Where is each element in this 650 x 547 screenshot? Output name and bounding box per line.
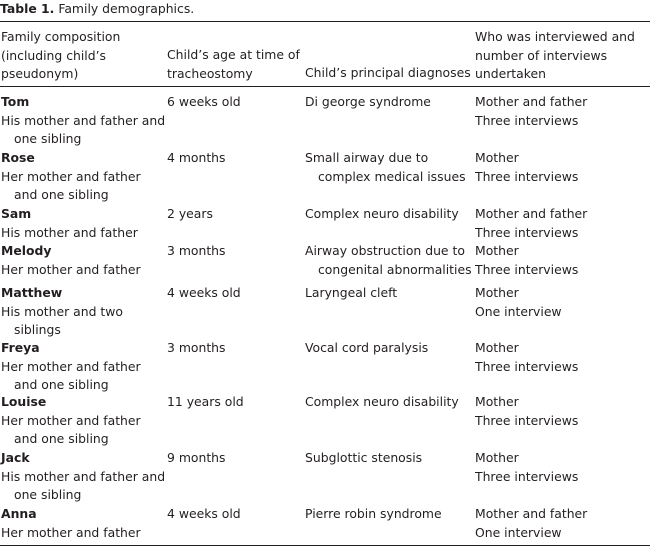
diagnosis-text: Vocal cord paralysis	[305, 340, 429, 355]
diagnosis-text: Small airway due to	[305, 150, 429, 165]
family-composition-text: His mother and father	[1, 224, 138, 240]
family-cell	[1, 242, 161, 279]
diagnosis-text: Complex neuro disability	[305, 206, 459, 221]
interview-count-text: Three interviews	[475, 168, 579, 184]
interviewed-text: Mother	[475, 340, 519, 355]
diagnosis-cell	[305, 284, 471, 303]
family-composition-text: Her mother and father	[1, 412, 141, 428]
interview-count-text: Three interviews	[475, 112, 579, 128]
header-rule	[0, 86, 650, 87]
caption-text: Family demographics.	[58, 1, 195, 16]
family-cell	[1, 339, 161, 395]
table-caption	[0, 0, 650, 20]
child-pseudonym: Louise	[1, 394, 47, 409]
age-cell: 4 months	[167, 150, 226, 165]
interview-count-text: Three interviews	[475, 358, 579, 374]
diagnosis-cell	[305, 149, 471, 186]
interviewed-text: Mother	[475, 243, 519, 258]
family-composition-text: and one sibling	[14, 187, 109, 203]
diagnosis-text: Pierre robin syndrome	[305, 506, 442, 521]
age-cell: 3 months	[167, 243, 226, 258]
header-interviewed: Who was interviewed and number of interviews undertaken	[475, 29, 635, 82]
age-cell: 4 weeks old	[167, 285, 241, 300]
diagnosis-cell	[305, 93, 471, 112]
family-composition-text: Her mother and father	[1, 261, 141, 277]
diagnosis-text: complex medical issues	[318, 168, 466, 184]
family-composition-text: His mother and father and	[1, 112, 166, 128]
caption-label: Table 1.	[0, 1, 55, 16]
diagnosis-text: Subglottic stenosis	[305, 450, 423, 465]
interview-count-text: Three interviews	[475, 468, 579, 484]
bottom-rule	[0, 545, 650, 546]
diagnosis-text: Airway obstruction due to	[305, 243, 465, 258]
interviewed-text: Mother	[475, 450, 519, 465]
diagnosis-cell	[305, 393, 471, 412]
family-composition-text: one sibling	[14, 487, 82, 503]
header-diagnoses: Child’s principal diagnoses	[305, 65, 471, 80]
header-family-composition: Family composition (including child’s pseudonym)	[1, 29, 121, 82]
interview-cell	[475, 505, 650, 542]
header-child-age: Child’s age at time of tracheostomy	[167, 47, 300, 81]
child-pseudonym: Matthew	[1, 285, 63, 300]
interview-cell	[475, 205, 650, 242]
interviewed-text: Mother	[475, 285, 519, 300]
family-cell	[1, 505, 161, 542]
family-composition-text: one sibling	[14, 131, 82, 147]
family-composition-text: siblings	[14, 322, 61, 338]
interview-count-text: Three interviews	[475, 412, 579, 428]
diagnosis-text: Complex neuro disability	[305, 394, 459, 409]
diagnosis-text: Laryngeal cleft	[305, 285, 398, 300]
diagnosis-text: Di george syndrome	[305, 94, 431, 109]
interviewed-text: Mother and father	[475, 506, 588, 521]
child-pseudonym: Tom	[1, 94, 30, 109]
diagnosis-cell	[305, 242, 471, 279]
diagnosis-cell	[305, 205, 471, 224]
child-pseudonym: Freya	[1, 340, 40, 355]
family-composition-text: and one sibling	[14, 377, 109, 393]
age-cell: 6 weeks old	[167, 94, 241, 109]
interview-cell	[475, 449, 650, 486]
age-cell: 2 years	[167, 206, 213, 221]
interviewed-text: Mother and father	[475, 206, 588, 221]
child-pseudonym: Jack	[1, 450, 30, 465]
family-composition-text: and one sibling	[14, 431, 109, 447]
diagnosis-cell	[305, 449, 471, 468]
interview-cell	[475, 149, 650, 186]
child-pseudonym: Rose	[1, 150, 35, 165]
top-rule	[0, 21, 650, 22]
interview-cell	[475, 284, 650, 321]
interview-cell	[475, 242, 650, 279]
diagnosis-text: congenital abnormalities	[318, 261, 472, 277]
interview-cell	[475, 93, 650, 130]
family-composition-text: Her mother and father	[1, 168, 141, 184]
family-composition-text: Her mother and father	[1, 524, 141, 540]
interviewed-text: Mother	[475, 150, 519, 165]
family-cell	[1, 149, 161, 205]
family-cell	[1, 93, 166, 149]
age-cell: 9 months	[167, 450, 226, 465]
age-cell: 3 months	[167, 340, 226, 355]
interview-count-text: One interview	[475, 303, 562, 319]
diagnosis-cell	[305, 505, 471, 524]
interview-count-text: Three interviews	[475, 261, 579, 277]
family-cell	[1, 393, 161, 449]
interview-count-text: Three interviews	[475, 224, 579, 240]
age-cell: 11 years old	[167, 394, 244, 409]
age-cell: 4 weeks old	[167, 506, 241, 521]
family-cell	[1, 284, 161, 340]
child-pseudonym: Anna	[1, 506, 37, 521]
interview-count-text: One interview	[475, 524, 562, 540]
family-composition-text: His mother and two	[1, 303, 123, 319]
child-pseudonym: Melody	[1, 243, 52, 258]
diagnosis-cell	[305, 339, 471, 358]
family-cell	[1, 449, 166, 505]
interviewed-text: Mother	[475, 394, 519, 409]
interview-cell	[475, 339, 650, 376]
child-pseudonym: Sam	[1, 206, 32, 221]
family-composition-text: His mother and father and	[1, 468, 166, 484]
interview-cell	[475, 393, 650, 430]
interviewed-text: Mother and father	[475, 94, 588, 109]
family-composition-text: Her mother and father	[1, 358, 141, 374]
family-cell	[1, 205, 161, 242]
